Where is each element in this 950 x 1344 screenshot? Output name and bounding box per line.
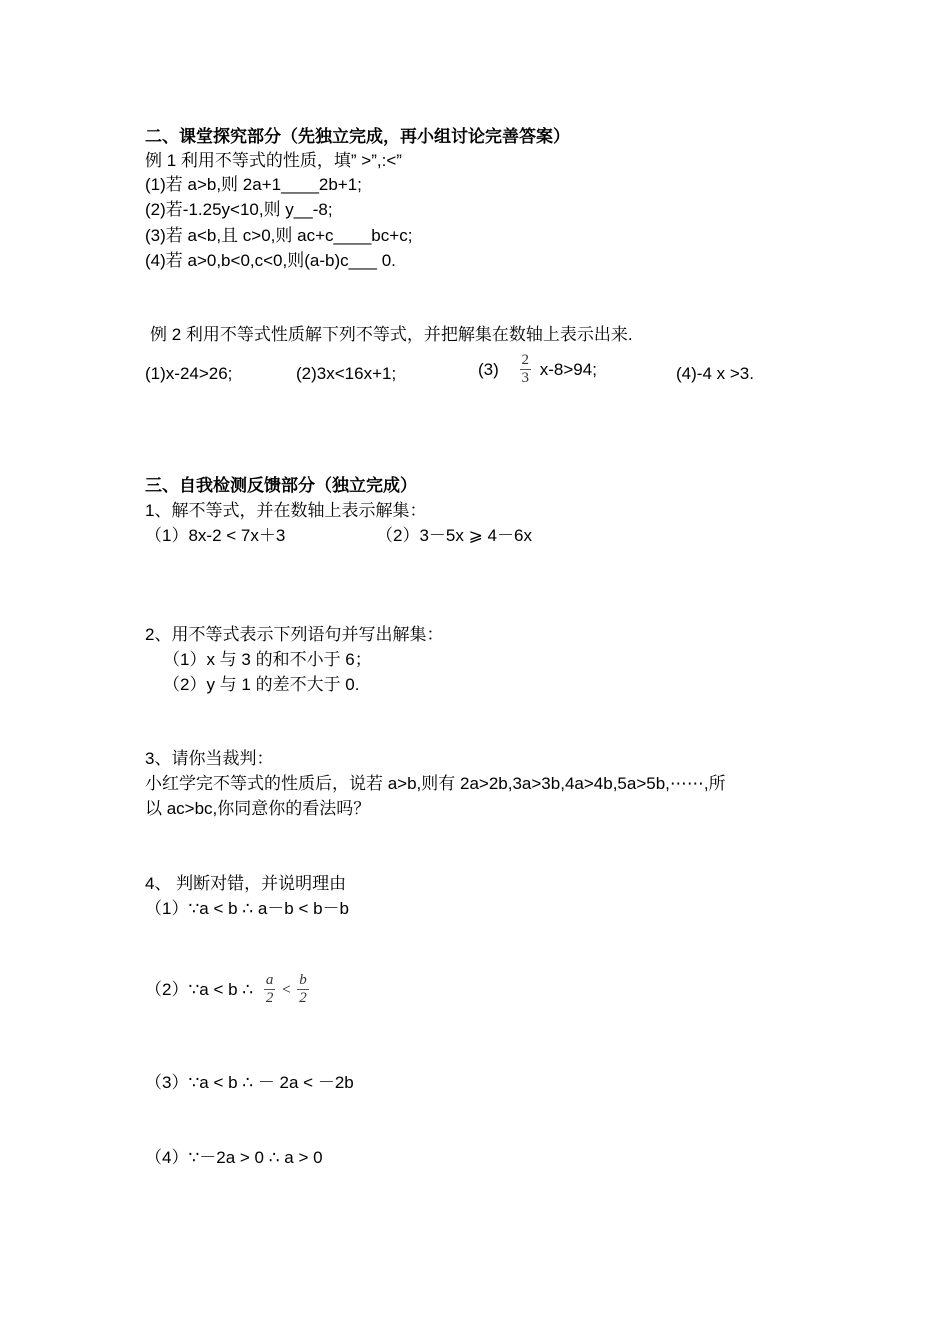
- example2-title: 例 2 利用不等式性质解下列不等式，并把解集在数轴上表示出来.: [150, 325, 633, 344]
- q2-title: 2、用不等式表示下列语句并写出解集：: [145, 625, 444, 644]
- problem-3-label: (3): [478, 359, 499, 379]
- q4-part-2-prefix: （2）∵a < b ∴: [145, 979, 254, 999]
- example2-problem-3: [478, 352, 597, 387]
- fraction-denominator: 3: [521, 370, 530, 386]
- example1-item-2: (2)若-1.25y<10,则 y__-8;: [145, 200, 333, 219]
- q3-line-2: 以 ac>bc,你同意你的看法吗？: [145, 799, 371, 818]
- q1-part-1: （1）8x-2 < 7x＋3: [145, 526, 286, 545]
- q1-part-2: （2）3－5x ⩾ 4－6x: [376, 526, 532, 545]
- q4-part-1: （1）∵a < b ∴ a－b < b－b: [145, 899, 350, 918]
- section3-heading: 三、自我检测反馈部分（独立完成）: [145, 476, 417, 495]
- q4-part-4: （4）∵－2a > 0 ∴ a > 0: [145, 1148, 323, 1167]
- q2-part-2: （2）y 与 1 的差不大于 0.: [163, 675, 360, 694]
- fraction-numerator: b: [299, 972, 307, 988]
- fraction-denominator: 2: [265, 990, 274, 1006]
- fraction-numerator: a: [265, 972, 274, 988]
- q3-title: 3、请你当裁判：: [145, 749, 274, 768]
- q4-part-3: （3）∵a < b ∴ － 2a < －2b: [145, 1073, 354, 1092]
- fraction-numerator: 2: [521, 352, 530, 368]
- q1-title: 1、解不等式，并在数轴上表示解集：: [145, 501, 427, 520]
- fraction-two-thirds: [520, 352, 532, 387]
- fraction-denominator: 2: [299, 990, 307, 1006]
- q4-title: 4、 判断对错，并说明理由: [145, 874, 347, 893]
- example2-problem-2: (2)3x<16x+1;: [296, 364, 397, 383]
- example1-item-1: (1)若 a>b,则 2a+1____2b+1;: [145, 175, 362, 194]
- q2-part-1: （1）x 与 3 的和不小于 6；: [163, 650, 372, 669]
- example1-item-3: (3)若 a<b,且 c>0,则 ac+c____bc+c;: [145, 226, 413, 245]
- q3-line-1: 小红学完不等式的性质后，说若 a>b,则有 2a>2b,3a>3b,4a>4b,5a>5b,⋯⋯,所: [145, 774, 726, 793]
- q4-part-2: [145, 972, 311, 1007]
- fraction-b-over-2: [297, 972, 309, 1007]
- example2-problem-1: (1)x-24>26;: [145, 364, 233, 383]
- example1-item-4: (4)若 a>0,b<0,c<0,则(a-b)c___ 0.: [145, 251, 396, 270]
- section2-heading: 二、课堂探究部分（先独立完成，再小组讨论完善答案）: [145, 127, 570, 146]
- less-than-sign: <: [282, 981, 291, 998]
- problem-3-rest: x-8>94;: [539, 359, 597, 379]
- example1-title: 例 1 利用不等式的性质，填” >”,:<”: [145, 151, 402, 170]
- fraction-a-over-2: [264, 972, 276, 1007]
- example2-problem-4: (4)-4 x >3.: [676, 364, 754, 383]
